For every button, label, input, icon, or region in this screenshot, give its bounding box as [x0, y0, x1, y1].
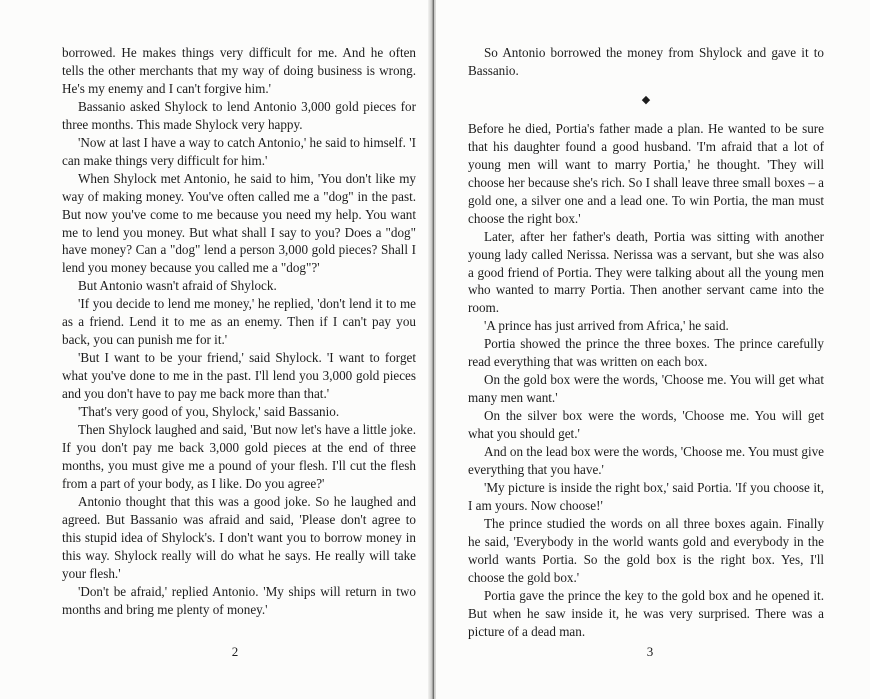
paragraph: borrowed. He makes things very difficult for me. And he often tells the other merchants that my way of doing business is wrong. He's my enemy and I can't forgive him.': [62, 45, 416, 96]
paragraph: Antonio thought that this was a good joke. So he laughed and agreed. But Bassanio was afraid and said, 'Please don't agree to this stupid idea of Shylock's. I don't want you to borrow money in this way. Shylock really will do what he says. He really will take your flesh.': [62, 493, 416, 581]
paragraph: On the gold box were the words, 'Choose me. You will get what many men want.': [468, 372, 824, 406]
paragraph: When Shylock met Antonio, he said to him, 'You don't like my way of making money. You've often called me a "dog" in the past. But now you've come to me because you need my help. You want me to lend you money. But what shall I say to you? Does a "dog" have money? Can a "dog" lend a person 3,000 gold pieces? Shall I lend you money because you called me a "dog"?': [62, 170, 416, 276]
paragraph: Portia showed the prince the three boxes. The prince carefully read everything that was written on each box.: [468, 336, 824, 370]
paragraph: 'Now at last I have a way to catch Antonio,' he said to himself. 'I can make things very difficult for him.': [62, 134, 416, 168]
paragraph: 'Don't be afraid,' replied Antonio. 'My ships will return in two months and bring me plenty of money.': [62, 583, 416, 617]
gutter-fold-line: [433, 0, 434, 699]
right-page: [436, 0, 870, 699]
page-number: 3: [646, 644, 654, 659]
paragraph: Bassanio asked Shylock to lend Antonio 3,000 gold pieces for three months. This made Shylock very happy.: [62, 98, 416, 132]
left-page: [0, 0, 430, 699]
page-number: 2: [231, 644, 239, 659]
paragraph: And on the lead box were the words, 'Choose me. You must give everything that you have.': [468, 444, 824, 478]
right-page-text: [468, 44, 824, 641]
paragraph: 'But I want to be your friend,' said Shylock. 'I want to forget what you've done to me in the past. I'll lend you 3,000 gold pieces and you don't have to pay me back more than that.': [62, 350, 416, 402]
paragraph: 'If you decide to lend me money,' he replied, 'don't lend it to me as a friend. Lend it to me as an enemy. Then if I can't pay you back, you can punish me for it.': [62, 296, 416, 348]
paragraph: The prince studied the words on all three boxes again. Finally he said, 'Everybody in the world wants gold and everybody in the world wants Portia. So the gold box is the right box. Yes, I'll choose the gold box.': [468, 515, 824, 585]
section-break-diamond-icon: ◆: [641, 93, 651, 106]
paragraph: Before he died, Portia's father made a plan. He wanted to be sure that his daughter found a good husband. 'I'm afraid that a lot of young men will want to marry Portia,' he thought. 'They will choose her because she's rich. So I shall leave three small boxes – a gold one, a silver one and a lead one. To win Portia, the man must choose the right box.': [468, 120, 824, 226]
paragraph: Then Shylock laughed and said, 'But now let's have a little joke. If you don't pay me back 3,000 gold pieces at the end of three months, you must give me a pound of your flesh. I'll cut the flesh from a part of your body, as I like. Do you agree?': [62, 422, 416, 491]
paragraph: But Antonio wasn't afraid of Shylock.: [78, 278, 277, 294]
paragraph: 'My picture is inside the right box,' said Portia. 'If you choose it, I am yours. Now choose!': [468, 479, 824, 513]
paragraph: 'A prince has just arrived from Africa,' he said.: [484, 318, 729, 334]
paragraph: 'That's very good of you, Shylock,' said Bassanio.: [78, 404, 340, 420]
paragraph: Portia gave the prince the key to the gold box and he opened it. But when he saw inside it, he was very surprised. There was a picture of a dead man.: [468, 587, 824, 639]
paragraph: Later, after her father's death, Portia was sitting with another young lady called Nerissa. Nerissa was a servant, but she was also a good friend of Portia. They were talking about all the young men who wanted to marry Portia. Then another servant came into the room.: [468, 228, 824, 316]
left-page-text: [62, 44, 416, 619]
paragraph: So Antonio borrowed the money from Shylock and gave it to Bassanio.: [468, 45, 824, 78]
paragraph: On the silver box were the words, 'Choose me. You will get what you should get.': [468, 408, 824, 442]
